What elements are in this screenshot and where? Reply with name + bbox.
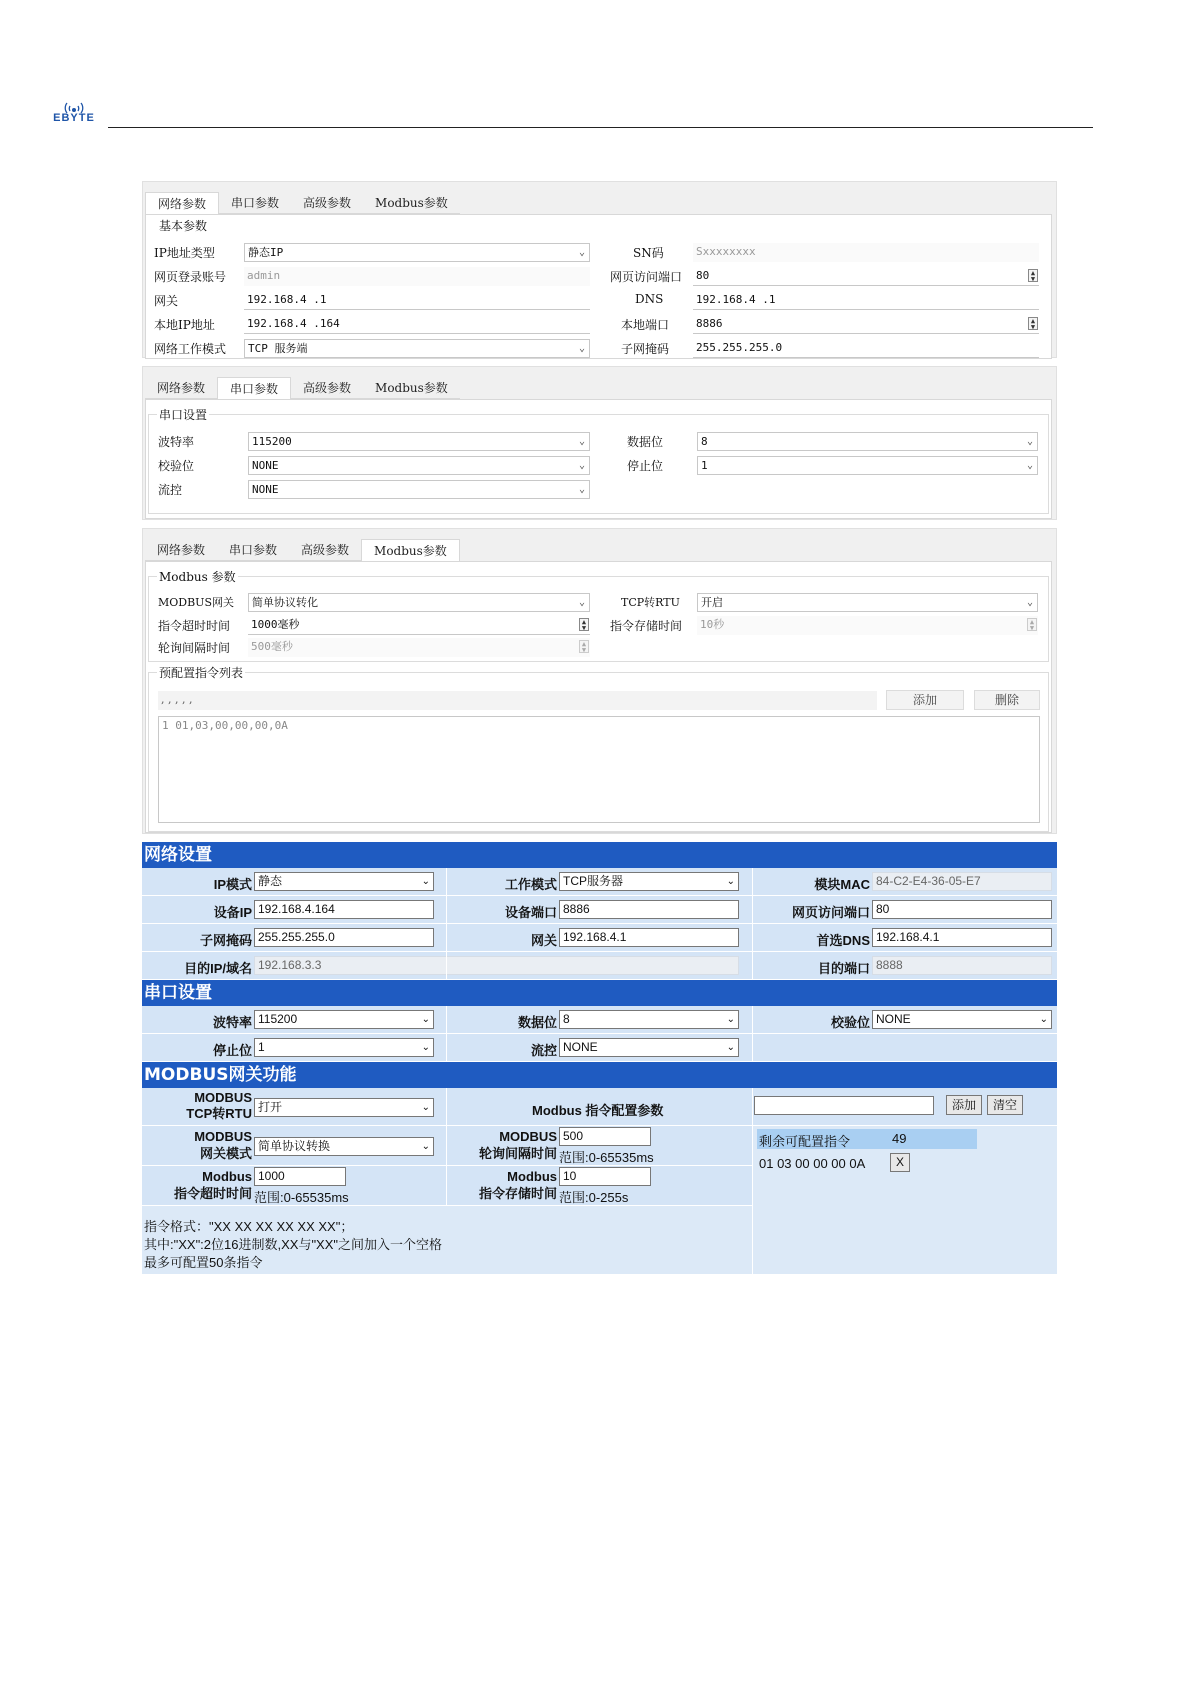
store-range: 范围:0-255s xyxy=(559,1190,629,1205)
group-label: 预配置指令列表 xyxy=(159,666,244,680)
stopbits-select[interactable]: 1 ⌄ xyxy=(697,456,1038,475)
tab-bar xyxy=(145,377,460,399)
tcp-rtu-label: TCP转RTU xyxy=(621,596,680,609)
stopbits-label: 停止位 xyxy=(627,459,664,473)
chevron-down-icon: ⌄ xyxy=(421,1014,430,1025)
timeout-input[interactable]: 1000 xyxy=(254,1167,346,1186)
poll-spinner: 500毫秒 ▲ ▼ xyxy=(248,638,590,657)
chevron-down-icon: ⌄ xyxy=(1026,460,1033,471)
dest-port-label: 目的端口 xyxy=(817,961,870,976)
chevron-down-icon: ⌄ xyxy=(726,1014,735,1025)
tab-advanced[interactable]: 高级参数 xyxy=(289,539,361,561)
dest-ip-field: 192.168.3.3 xyxy=(254,956,739,975)
sn-field: Sxxxxxxxx xyxy=(693,243,1039,262)
chevron-down-icon: ⌄ xyxy=(578,460,585,471)
tab-content xyxy=(145,214,1052,359)
parity-select[interactable]: NONE ⌄ xyxy=(248,456,590,475)
cmd-config-title: Modbus 指令配置参数 xyxy=(532,1103,664,1118)
chevron-down-icon: ⌄ xyxy=(1026,436,1033,447)
databits-select[interactable]: 8 ⌄ xyxy=(697,432,1038,451)
gateway-field[interactable]: 192.168.4 .1 xyxy=(244,291,590,310)
modbus-params-window xyxy=(142,528,1057,834)
gateway-input[interactable]: 192.168.4.1 xyxy=(559,928,739,947)
command-item: 01 03 00 00 00 0A xyxy=(759,1156,866,1171)
list-item[interactable]: 1 01,03,00,00,00,0A xyxy=(162,719,288,732)
tab-content xyxy=(145,561,1052,833)
serial-params-window xyxy=(142,366,1057,520)
web-login-field: admin xyxy=(244,267,590,286)
group-label: Modbus 参数 xyxy=(159,570,236,584)
timeout-label: 指令超时时间 xyxy=(158,619,231,633)
web-port-label: 网页访问端口 xyxy=(791,905,870,920)
network-settings-header: 网络设置 xyxy=(142,842,1057,868)
gateway-label: 网关 xyxy=(154,294,179,308)
timeout-range: 范围:0-65535ms xyxy=(254,1190,349,1205)
subnet-label: 子网掩码 xyxy=(621,342,670,356)
parity-label: 校验位 xyxy=(158,459,195,473)
ip-mode-label: IP模式 xyxy=(213,877,252,892)
tab-content xyxy=(145,399,1052,519)
chevron-down-icon: ⌄ xyxy=(1026,597,1033,608)
gateway-mode-label: MODBUS 网关模式 xyxy=(194,1129,252,1161)
poll-label: 轮询间隔时间 xyxy=(158,641,231,655)
web-login-label: 网页登录账号 xyxy=(154,270,227,284)
store-spinner: 10秒 ▲ ▼ xyxy=(697,616,1038,635)
databits-label: 数据位 xyxy=(517,1015,557,1030)
clear-button[interactable]: 清空 xyxy=(987,1095,1023,1115)
dns-input[interactable]: 192.168.4.1 xyxy=(872,928,1052,947)
tcp-rtu-label: MODBUS TCP转RTU xyxy=(186,1090,252,1121)
dest-ip-label: 目的IP/域名 xyxy=(184,961,252,976)
work-mode-select[interactable]: TCP 服务端 ⌄ xyxy=(244,339,590,358)
chevron-down-icon: ⌄ xyxy=(578,436,585,447)
sn-label: SN码 xyxy=(633,246,664,260)
work-mode-select[interactable]: TCP服务器 ⌄ xyxy=(559,872,739,891)
work-mode-label: 工作模式 xyxy=(504,877,557,892)
baud-select[interactable]: 115200 ⌄ xyxy=(248,432,590,451)
local-port-spinner[interactable]: 8886 ▲ ▼ xyxy=(693,315,1039,334)
web-port-label: 网页访问端口 xyxy=(610,270,683,284)
modbus-gateway-select[interactable]: 简单协议转化 ⌄ xyxy=(248,593,590,612)
column-divider xyxy=(752,1088,753,1274)
tab-advanced[interactable]: 高级参数 xyxy=(291,377,363,399)
chevron-down-icon: ⌄ xyxy=(578,484,585,495)
tab-bar xyxy=(145,192,460,214)
databits-label: 数据位 xyxy=(627,435,664,449)
local-port-label: 本地端口 xyxy=(621,318,670,332)
tab-serial[interactable]: 串口参数 xyxy=(219,192,291,214)
remove-command-button[interactable]: X xyxy=(890,1153,910,1172)
command-list[interactable] xyxy=(158,716,1040,823)
column-divider xyxy=(446,1006,447,1062)
timeout-label: Modbus 指令超时时间 xyxy=(173,1169,252,1201)
ip-mode-select[interactable]: 静态 ⌄ xyxy=(254,872,434,891)
serial-settings-header: 串口设置 xyxy=(142,980,1057,1006)
poll-label: MODBUS 轮询间隔时间 xyxy=(478,1129,557,1161)
spinner-icon[interactable]: ▲ ▼ xyxy=(1028,269,1038,282)
column-divider xyxy=(446,1088,447,1206)
flow-label: 流控 xyxy=(158,483,183,497)
device-port-input[interactable]: 8886 xyxy=(559,900,739,919)
tab-advanced[interactable]: 高级参数 xyxy=(291,192,363,214)
web-port-spinner[interactable]: 80 ▲ ▼ xyxy=(693,267,1039,286)
timeout-spinner[interactable]: 1000毫秒 ▲ ▼ xyxy=(248,616,590,635)
store-label: 指令存储时间 xyxy=(610,619,683,633)
tab-network[interactable]: 网络参数 xyxy=(145,377,217,399)
format-detail-note: 其中:"XX":2位16进制数,XX与"XX"之间加入一个空格 xyxy=(144,1237,443,1252)
dns-field[interactable]: 192.168.4 .1 xyxy=(693,291,1039,310)
delete-button[interactable]: 删除 xyxy=(974,690,1040,710)
column-divider xyxy=(752,1006,753,1062)
chevron-down-icon: ⌄ xyxy=(421,1141,430,1152)
device-port-label: 设备端口 xyxy=(504,905,557,920)
parity-label: 校验位 xyxy=(830,1015,870,1030)
poll-range: 范围:0-65535ms xyxy=(559,1150,654,1165)
tab-modbus[interactable]: Modbus参数 xyxy=(363,192,460,214)
chevron-down-icon: ⌄ xyxy=(421,1042,430,1053)
add-button[interactable]: 添加 xyxy=(946,1095,982,1115)
dns-label: 首选DNS xyxy=(816,933,870,948)
parity-select[interactable]: NONE ⌄ xyxy=(872,1010,1052,1029)
device-ip-input[interactable]: 192.168.4.164 xyxy=(254,900,434,919)
web-port-input[interactable]: 80 xyxy=(872,900,1052,919)
group-label: 串口设置 xyxy=(159,408,208,422)
subnet-input[interactable]: 255.255.255.0 xyxy=(254,928,434,947)
tab-network[interactable]: 网络参数 xyxy=(145,192,219,214)
gateway-label: 网关 xyxy=(530,933,557,948)
work-mode-label: 网络工作模式 xyxy=(154,342,227,356)
column-divider xyxy=(752,868,753,980)
mac-field: 84-C2-E4-36-05-E7 xyxy=(872,872,1052,891)
network-params-window xyxy=(142,181,1057,358)
poll-input[interactable]: 500 xyxy=(559,1127,651,1146)
baud-label: 波特率 xyxy=(158,435,195,449)
chevron-down-icon: ⌄ xyxy=(578,597,585,608)
subnet-field[interactable]: 255.255.255.0 xyxy=(693,339,1039,358)
local-ip-label: 本地IP地址 xyxy=(154,318,215,332)
tab-modbus[interactable]: Modbus参数 xyxy=(361,539,460,561)
ebyte-logo xyxy=(44,100,104,124)
chevron-down-icon: ⌄ xyxy=(421,1102,430,1113)
device-ip-label: 设备IP xyxy=(213,905,252,920)
dest-port-field: 8888 xyxy=(872,956,1052,975)
chevron-down-icon: ⌄ xyxy=(578,247,585,258)
chevron-down-icon: ⌄ xyxy=(726,1042,735,1053)
header-rule xyxy=(108,127,1093,128)
baud-select[interactable]: 115200 ⌄ xyxy=(254,1010,434,1029)
remaining-value: 49 xyxy=(892,1131,907,1146)
stopbits-select[interactable]: 1 ⌄ xyxy=(254,1038,434,1057)
format-note: 指令格式："XX XX XX XX XX XX"； xyxy=(144,1219,354,1234)
ip-type-select[interactable]: 静态IP ⌄ xyxy=(244,243,590,262)
spinner-icon: ▲ ▼ xyxy=(579,640,589,653)
local-ip-field[interactable]: 192.168.4 .164 xyxy=(244,315,590,334)
max-commands-note: 最多可配置50条指令 xyxy=(144,1255,263,1270)
dns-label: DNS xyxy=(635,292,664,306)
remaining-label: 剩余可配置指令 xyxy=(759,1134,851,1149)
flow-select[interactable]: NONE ⌄ xyxy=(248,480,590,499)
tab-bar xyxy=(145,539,460,561)
gateway-mode-select[interactable]: 简单协议转换 ⌄ xyxy=(254,1137,434,1156)
group-label: 基本参数 xyxy=(159,219,208,233)
tcp-rtu-select[interactable]: 打开 ⌄ xyxy=(254,1098,434,1117)
command-input[interactable]: , , , , , xyxy=(158,691,877,710)
store-label: Modbus 指令存储时间 xyxy=(478,1169,557,1201)
mac-label: 模块MAC xyxy=(814,877,870,892)
spinner-icon[interactable]: ▲ ▼ xyxy=(579,618,589,631)
store-input[interactable]: 10 xyxy=(559,1167,651,1186)
spinner-icon[interactable]: ▲ ▼ xyxy=(1028,317,1038,330)
modbus-gateway-header: MODBUS网关功能 xyxy=(142,1062,1057,1088)
command-input[interactable] xyxy=(754,1096,934,1115)
chevron-down-icon: ⌄ xyxy=(421,876,430,887)
baud-label: 波特率 xyxy=(212,1015,252,1030)
tab-network[interactable]: 网络参数 xyxy=(145,539,217,561)
add-button[interactable]: 添加 xyxy=(886,690,964,710)
spinner-icon: ▲ ▼ xyxy=(1027,618,1037,631)
tcp-rtu-select[interactable]: 开启 ⌄ xyxy=(697,593,1038,612)
column-divider xyxy=(446,868,447,980)
flow-label: 流控 xyxy=(530,1043,557,1058)
databits-select[interactable]: 8 ⌄ xyxy=(559,1010,739,1029)
flow-select[interactable]: NONE ⌄ xyxy=(559,1038,739,1057)
chevron-down-icon: ⌄ xyxy=(726,876,735,887)
tab-serial[interactable]: 串口参数 xyxy=(217,539,289,561)
chevron-down-icon: ⌄ xyxy=(578,343,585,354)
stopbits-label: 停止位 xyxy=(212,1043,252,1058)
modbus-gateway-label: MODBUS网关 xyxy=(158,596,234,609)
web-config-panel xyxy=(142,842,1057,1274)
tab-serial[interactable]: 串口参数 xyxy=(217,377,291,399)
chevron-down-icon: ⌄ xyxy=(1039,1014,1048,1025)
logo-text: EBYTE xyxy=(53,112,95,124)
tab-modbus[interactable]: Modbus参数 xyxy=(363,377,460,399)
subnet-label: 子网掩码 xyxy=(199,933,252,948)
ip-type-label: IP地址类型 xyxy=(154,246,215,260)
